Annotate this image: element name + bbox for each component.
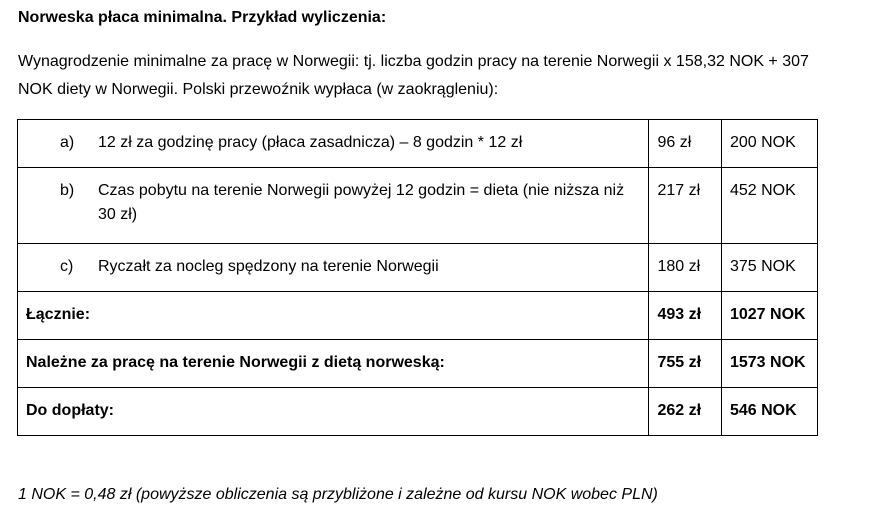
total-label: Do dopłaty: [18, 388, 649, 436]
nok-value: 1573 NOK [721, 340, 817, 388]
total-row [18, 340, 818, 388]
item-label: Czas pobytu na terenie Norwegii powyżej 12 godzin = dieta (nie niższa niż 30 zł) [98, 182, 625, 223]
calculation-table [17, 119, 818, 436]
nok-value: 546 NOK [721, 388, 817, 436]
pln-value: 755 zł [649, 340, 722, 388]
total-label: Należne za pracę na terenie Norwegii z dietą norweską: [18, 340, 649, 388]
total-row [18, 292, 818, 340]
pln-value: 262 zł [649, 388, 722, 436]
pln-value: 180 zł [649, 244, 722, 292]
nok-value: 375 NOK [721, 244, 817, 292]
item-letter: b) [60, 182, 75, 199]
pln-value: 96 zł [649, 120, 722, 168]
intro-paragraph: Wynagrodzenie minimalne za pracę w Norwegii: tj. liczba godzin pracy na terenie Norwegii x 158,32 NOK + 307 NOK diety w Norwegii. Polski przewoźnik wypłaca (w zaokrągleniu): [18, 53, 809, 98]
total-row [18, 388, 818, 436]
pln-value: 217 zł [649, 168, 722, 244]
item-cell [18, 120, 649, 168]
pln-value: 493 zł [649, 292, 722, 340]
nok-value: 200 NOK [721, 120, 817, 168]
item-cell [18, 244, 649, 292]
table-row [18, 244, 818, 292]
table-row [18, 120, 818, 168]
item-label: Ryczałt za nocleg spędzony na terenie Norwegii [98, 258, 439, 275]
table-row [18, 168, 818, 244]
item-label: 12 zł za godzinę pracy (płaca zasadnicza) – 8 godzin * 12 zł [98, 134, 523, 151]
item-letter: c) [60, 258, 74, 275]
nok-value: 452 NOK [721, 168, 817, 244]
item-letter: a) [60, 134, 75, 151]
exchange-rate-note: 1 NOK = 0,48 zł (powyższe obliczenia są przybliżone i zależne od kursu NOK wobec PLN) [18, 486, 658, 503]
document-title: Norweska płaca minimalna. Przykład wyliczenia: [18, 9, 387, 26]
item-cell [18, 168, 649, 244]
total-label: Łącznie: [18, 292, 649, 340]
nok-value: 1027 NOK [721, 292, 817, 340]
